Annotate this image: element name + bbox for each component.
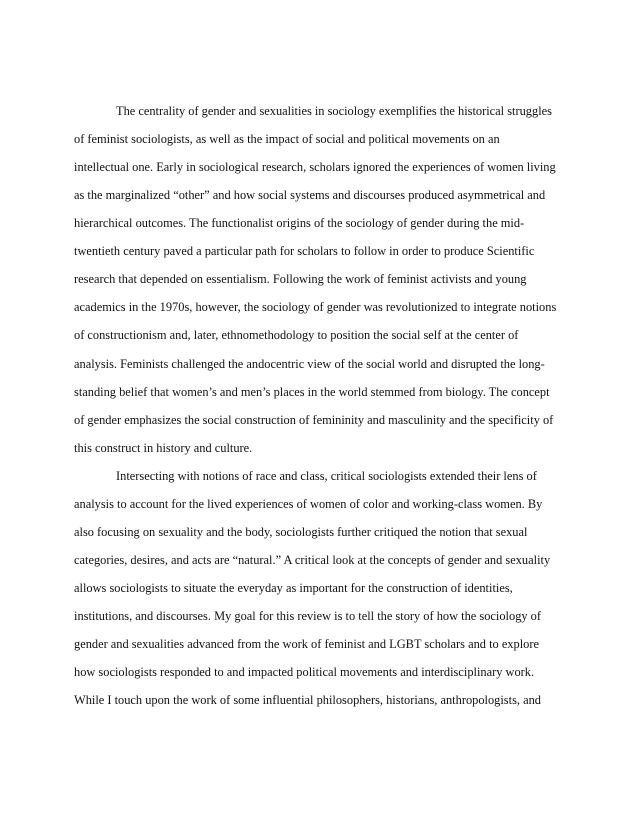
text-line: analysis to account for the lived experiences of women of color and working-class women. By [74, 497, 543, 511]
text-line: academics in the 1970s, however, the sociology of gender was revolutionized to integrate notions [74, 300, 557, 314]
text-line: analysis. Feminists challenged the andocentric view of the social world and disrupted the long- [74, 357, 545, 371]
text-line: also focusing on sexuality and the body, sociologists further critiqued the notion that sexual [74, 525, 528, 539]
text-line: allows sociologists to situate the everyday as important for the construction of identities, [74, 581, 513, 595]
text-line: While I touch upon the work of some influential philosophers, historians, anthropologists, and [74, 693, 541, 707]
text-line: intellectual one. Early in sociological research, scholars ignored the experiences of women living [74, 160, 556, 174]
text-line: twentieth century paved a particular path for scholars to follow in order to produce Scientific [74, 244, 535, 258]
text-line: institutions, and discourses. My goal for this review is to tell the story of how the sociology of [74, 609, 542, 623]
text-line: The centrality of gender and sexualities in sociology exemplifies the historical struggles [116, 104, 552, 118]
text-line: research that depended on essentialism. Following the work of feminist activists and young [74, 272, 527, 286]
text-line: of feminist sociologists, as well as the impact of social and political movements on an [74, 132, 500, 146]
text-line: this construct in history and culture. [74, 441, 253, 455]
text-line: of constructionism and, later, ethnomethodology to position the social self at the center of [74, 328, 519, 342]
text-line: how sociologists responded to and impacted political movements and interdisciplinary work. [74, 665, 535, 679]
text-line: as the marginalized “other” and how social systems and discourses produced asymmetrical and [74, 188, 546, 202]
text-line: hierarchical outcomes. The functionalist origins of the sociology of gender during the mid- [74, 216, 525, 230]
text-line: standing belief that women’s and men’s places in the world stemmed from biology. The concept [74, 385, 550, 399]
text-line: Intersecting with notions of race and class, critical sociologists extended their lens of [116, 469, 537, 483]
text-line: categories, desires, and acts are “natural.” A critical look at the concepts of gender and sexuality [74, 553, 551, 567]
text-line: of gender emphasizes the social construction of femininity and masculinity and the specificity of [74, 413, 554, 427]
text-line: gender and sexualities advanced from the work of feminist and LGBT scholars and to explore [74, 637, 539, 651]
